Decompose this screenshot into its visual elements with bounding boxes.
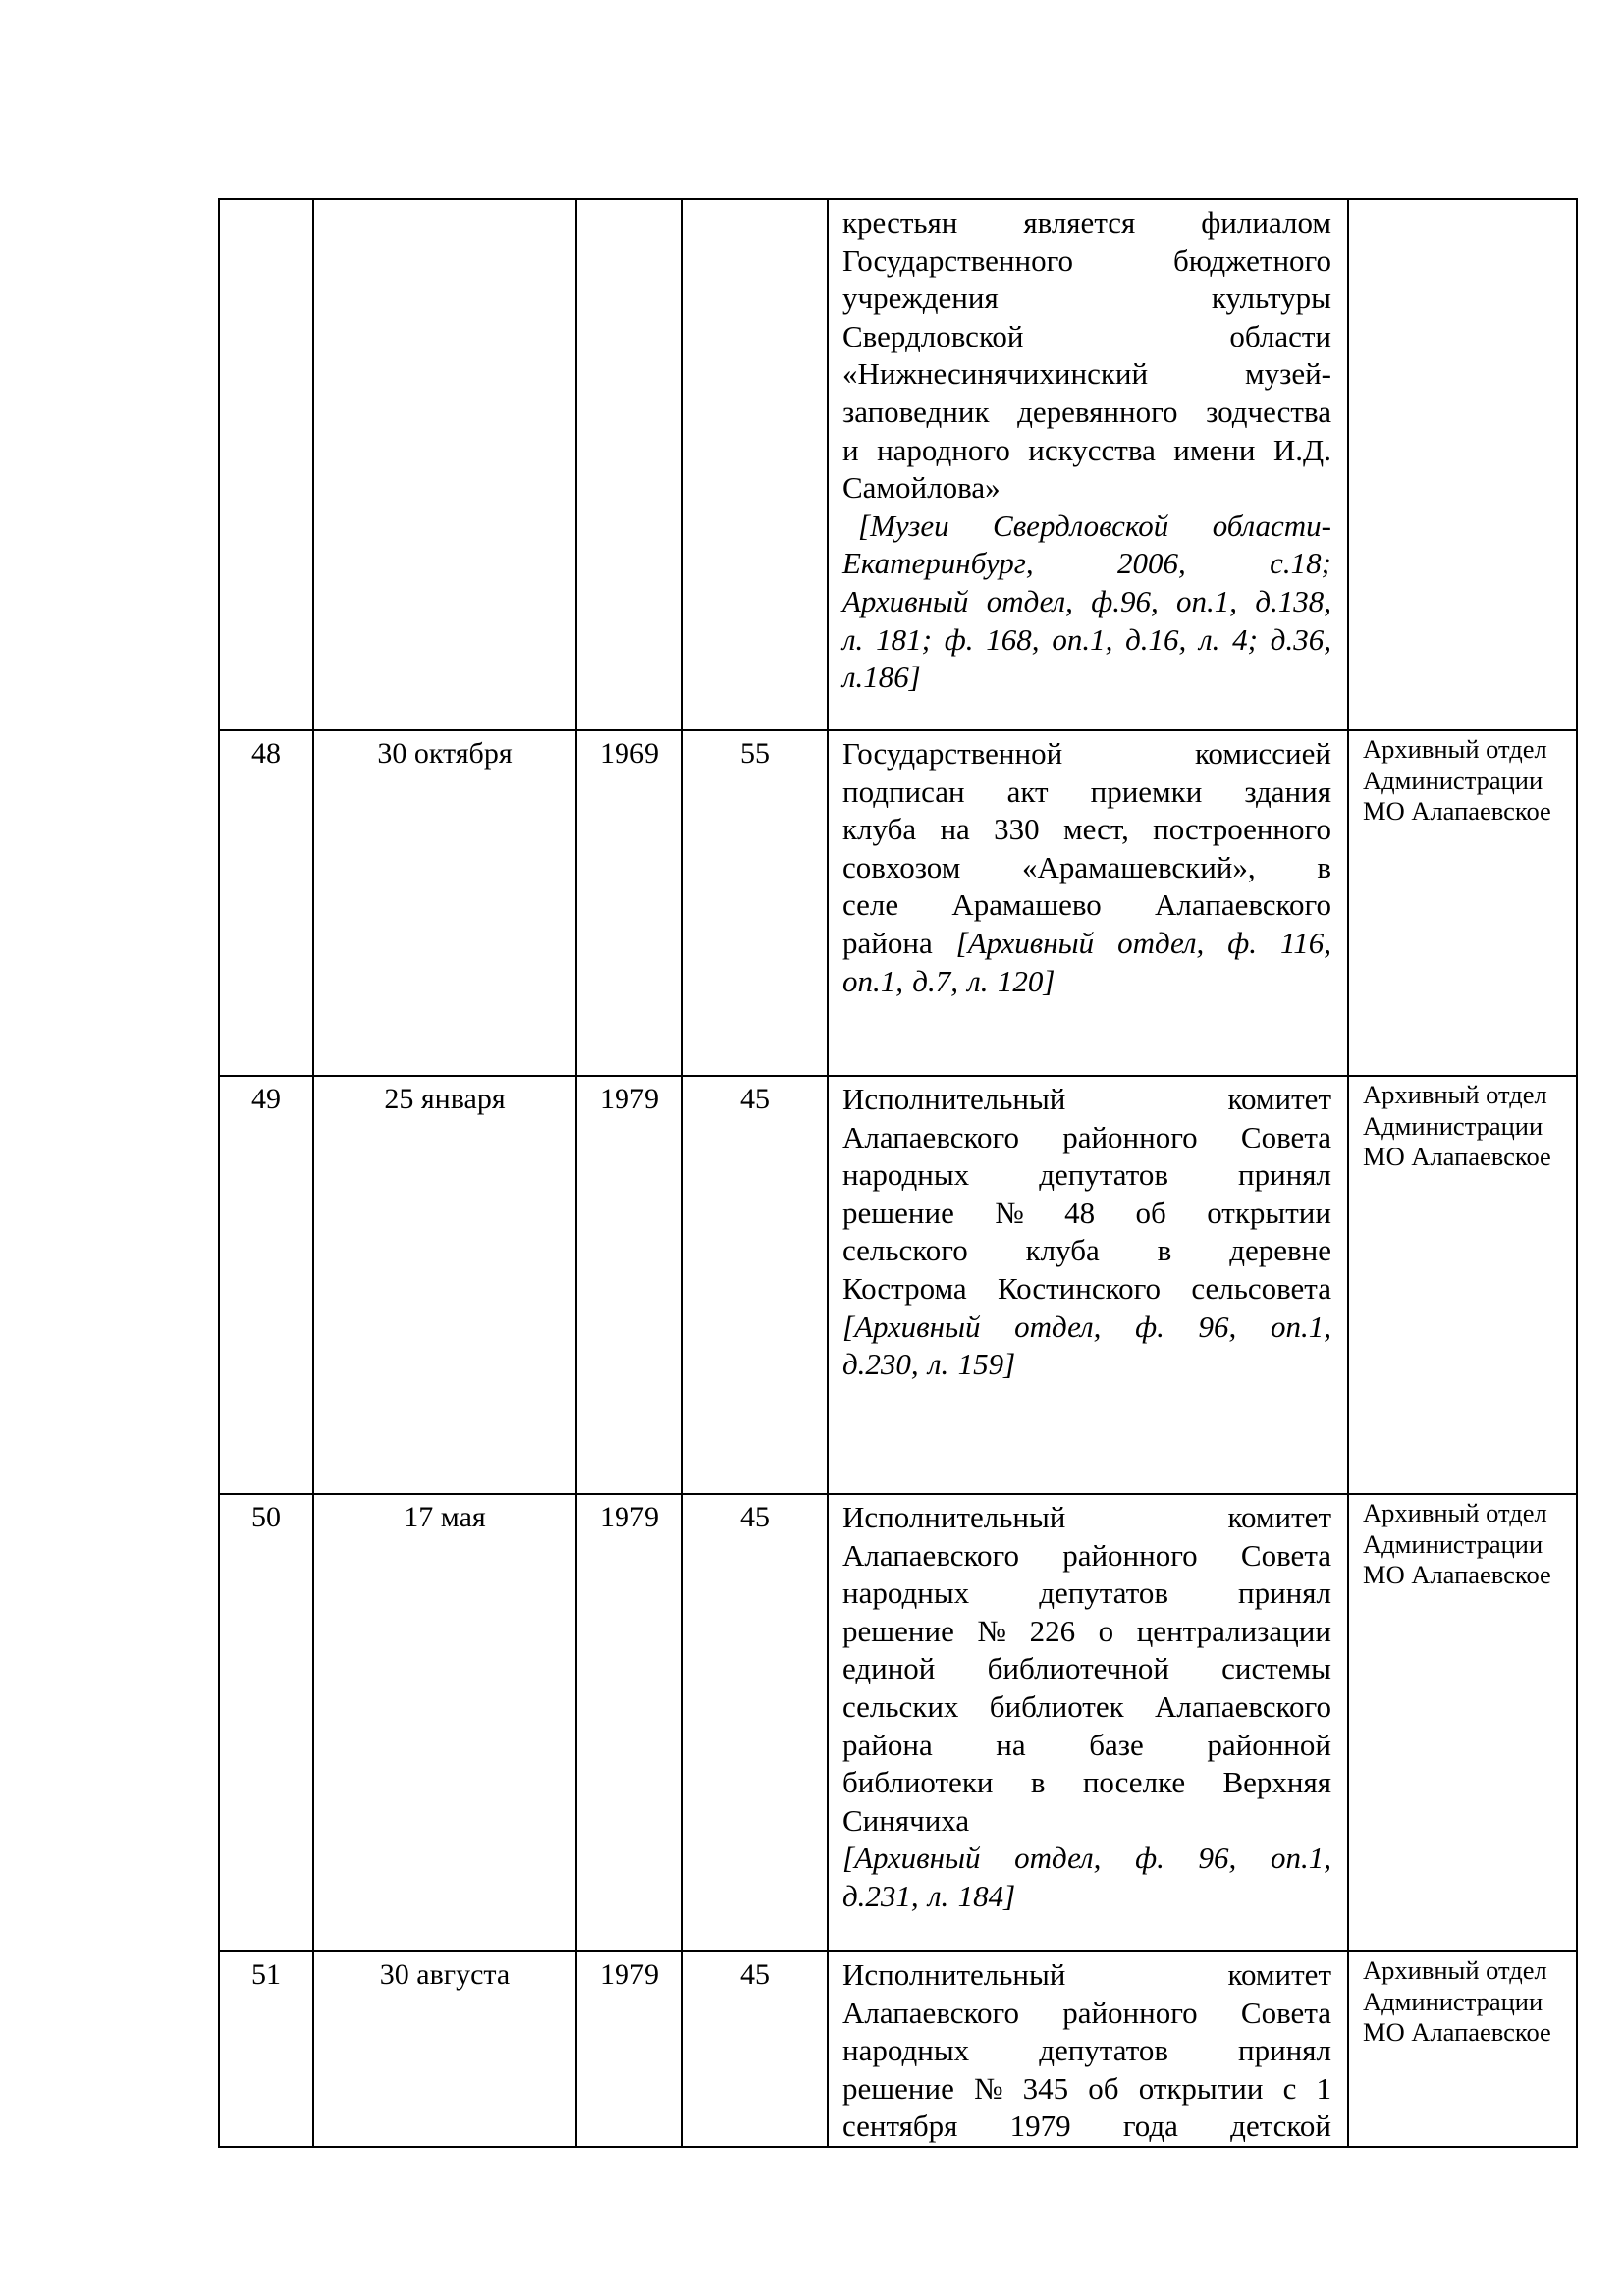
source-line: Администрации [1363,1110,1543,1141]
event-word: совхозом [842,849,961,884]
event-text-line [842,774,1331,812]
event-word: музей- [1244,356,1331,392]
entry-year: 1979 [576,1076,682,1494]
event-word: 48 [1064,1195,1096,1230]
event-text-line [842,659,1331,697]
source-line: Архивный отдел [1363,1498,1547,1527]
entry-number: 48 [219,730,313,1076]
event-word: открытии [1207,1195,1331,1230]
event-text-line [842,1688,1331,1727]
event-text-line [842,886,1331,925]
source-line: Администрации [1363,1986,1543,2016]
entry-event [828,1951,1348,2147]
chronology-table [218,198,1578,2148]
event-text-line [842,1878,1331,1916]
event-text-line [842,1346,1331,1384]
event-word: 120] [997,963,1056,998]
event-word: подписан [842,774,965,809]
event-text-line [842,1840,1331,1878]
event-word: библиотечной [987,1651,1169,1686]
event-text-line [842,1995,1331,2033]
event-word: Совета [1240,1119,1331,1154]
event-word: л. [842,621,864,657]
table-row [219,1951,1577,2147]
event-word-citation: [Архивный [955,925,1095,960]
event-word: решение [842,1195,954,1230]
event-word: 1979 [1009,2109,1071,2144]
event-text-line [842,2070,1331,2109]
event-text-line [842,318,1331,356]
source-line: Архивный отдел [1363,1080,1547,1109]
event-word: депутатов [1039,1575,1168,1611]
event-word: в [1030,1765,1046,1800]
event-word: оп.1, [1271,1841,1331,1876]
event-word: оп.1, [1271,1308,1331,1344]
event-word: районного [1062,1995,1198,2030]
event-word: ф. [1135,1308,1164,1344]
event-word: деревянного [1017,394,1178,429]
event-word: базе [1089,1727,1144,1762]
event-text-line [842,355,1331,394]
event-word: 159] [957,1347,1016,1382]
event-word: Совета [1240,1537,1331,1573]
entry-anniversary: 45 [682,1076,828,1494]
event-word: районного [1062,1119,1198,1154]
event-word: Екатеринбург, [842,546,1034,581]
event-word: Синячиха [842,1802,970,1838]
event-word: Государственного [842,242,1074,278]
event-word: Свердловской [993,507,1169,543]
event-word: Исполнительный [842,1082,1066,1116]
event-word: крестьян [842,205,958,240]
event-word: д.36, [1270,621,1331,657]
event-word: л. [1199,621,1220,657]
source-line: Архивный отдел [1363,1955,1547,1985]
event-word: д.230, [842,1347,919,1382]
event-word: централизации [1136,1613,1331,1648]
event-word: Исполнительный [842,1500,1066,1534]
event-word: [Архивный [842,1308,981,1344]
event-word: 96, [1198,1308,1237,1344]
event-word: д.231, [842,1878,919,1913]
event-text-line [842,469,1331,507]
event-text-line [842,545,1331,583]
event-word: района [842,1727,933,1762]
event-text-line [842,280,1331,318]
entry-date: 25 января [313,1076,576,1494]
event-word: № [973,2070,1003,2106]
event-word: народных [842,1575,970,1611]
table-row [219,730,1577,1076]
event-word: депутатов [1039,1157,1168,1193]
event-word: комитет [1227,1500,1331,1534]
event-word: системы [1221,1651,1331,1686]
entry-anniversary: 55 [682,730,828,1076]
event-word: района [842,925,933,960]
event-word: Костинского [997,1270,1162,1306]
event-text-line [842,2032,1331,2070]
entry-anniversary [682,199,828,730]
event-word: И.Д. [1272,432,1331,467]
event-word: зодчества [1206,394,1331,429]
event-word: открытии [1138,2070,1264,2106]
entry-event [828,1076,1348,1494]
event-word: бюджетного [1173,242,1331,278]
event-word: клуба [1025,1233,1100,1268]
source-line: Архивный отдел [1363,734,1547,764]
event-word: учреждения [842,281,999,316]
event-text-line [842,1727,1331,1765]
event-word: мест, [1062,812,1129,847]
entry-year [576,199,682,730]
entry-year: 1979 [576,1494,682,1951]
entry-number [219,199,313,730]
event-word: 168, [986,621,1040,657]
event-word: детской [1230,2109,1331,2144]
event-word: с.18; [1270,546,1331,581]
event-text-line [842,1575,1331,1613]
event-word: принял [1238,1157,1331,1193]
event-word: ф. [944,621,974,657]
event-word: «Арамашевский», [1022,849,1256,884]
event-word: библиотеки [842,1765,994,1800]
source-line: МО Алапаевское [1363,1560,1551,1589]
entry-date: 30 октября [313,730,576,1076]
entry-source [1348,199,1577,730]
event-text-line [842,925,1331,963]
entry-source [1348,730,1577,1076]
event-word: на [996,1727,1026,1762]
event-word: л. [927,1878,949,1913]
event-word: Арамашево [951,887,1102,923]
table-row [219,199,1577,730]
event-text-line [842,583,1331,621]
entry-source [1348,1951,1577,2147]
event-word: филиалом [1201,205,1331,240]
event-word: районного [1062,1537,1198,1573]
event-word: депутатов [1039,2033,1168,2068]
event-word: о [1098,1613,1114,1648]
event-word-citation: 116, [1280,925,1331,960]
event-word: акт [1006,774,1049,809]
table-body [219,199,1577,2147]
event-word: 184] [957,1878,1016,1913]
event-word: комитет [1227,1957,1331,1992]
event-word: Алапаевского [842,1119,1019,1154]
event-text-line [842,2108,1331,2146]
entry-date [313,199,576,730]
event-text-line [842,1081,1331,1119]
event-word: с [1282,2070,1297,2106]
event-word: Свердловской [842,318,1024,353]
entry-anniversary: 45 [682,1494,828,1951]
event-text-line [842,621,1331,660]
event-text-line [842,432,1331,470]
event-word: области- [1212,507,1331,543]
entry-number: 49 [219,1076,313,1494]
source-line: Администрации [1363,765,1543,795]
event-word: отдел, [1014,1308,1102,1344]
event-text-line [842,735,1331,774]
event-word: искусства [1028,432,1156,467]
event-word: ф. [1135,1841,1164,1876]
event-word: заповедник [842,394,990,429]
event-word: здания [1244,774,1331,809]
event-word: № [995,1195,1024,1230]
event-text-line [842,963,1331,1001]
event-word: поселке [1082,1765,1186,1800]
event-word: [Архивный [842,1841,981,1876]
event-word: сельсовета [1191,1270,1331,1306]
event-word: районной [1207,1727,1331,1762]
event-text-line [842,1650,1331,1688]
event-text-line [842,1119,1331,1157]
entry-number: 51 [219,1951,313,2147]
source-line: МО Алапаевское [1363,1142,1551,1171]
event-text-line [842,1270,1331,1308]
event-word: д.138, [1255,583,1331,618]
event-text-line [842,1802,1331,1841]
event-word: решение [842,2070,954,2106]
entry-source [1348,1076,1577,1494]
entry-anniversary: 45 [682,1951,828,2147]
event-word: Алапаевского [1155,1688,1331,1724]
event-text-line [842,507,1331,546]
event-word: Кострома [842,1270,967,1306]
event-word: № [977,1613,1006,1648]
entry-event [828,730,1348,1076]
event-word: комитет [1227,1082,1331,1116]
event-word: является [1023,205,1136,240]
event-word: имени [1173,432,1256,467]
event-word: Алапаевского [842,1537,1019,1573]
source-line: МО Алапаевское [1363,796,1551,826]
event-word: библиотек [989,1688,1124,1724]
event-word: построенного [1153,812,1331,847]
event-word: в [1157,1233,1172,1268]
event-text-line [842,849,1331,887]
event-text-line [842,1232,1331,1270]
event-word: приемки [1090,774,1203,809]
event-word: 330 [994,812,1040,847]
event-word: 226 [1029,1613,1076,1648]
event-word: л.186] [842,660,921,695]
event-word: в [1317,849,1331,884]
event-word: «Нижнесинячихинский [842,356,1149,392]
event-text-line [842,1764,1331,1802]
event-word: принял [1238,2033,1331,2068]
event-text-line [842,811,1331,849]
event-word: Государственной [842,736,1063,771]
entry-year: 1969 [576,730,682,1076]
event-text-line [842,242,1331,281]
entry-source [1348,1494,1577,1951]
event-word: отдел, [1014,1841,1102,1876]
event-word: Исполнительный [842,1957,1066,1992]
event-word: 1 [1316,2070,1331,2106]
event-word: 96, [1198,1841,1237,1876]
event-word: принял [1238,1575,1331,1611]
event-word-citation: отдел, [1117,925,1205,960]
event-word: отдел, [986,583,1073,618]
event-word: сентября [842,2109,958,2144]
event-word: Архивный [842,583,969,618]
event-word-citation: ф. [1227,925,1258,960]
event-word: Совета [1240,1995,1331,2030]
event-word: л. [927,1347,949,1382]
event-word: об [1088,2070,1119,2106]
event-word: оп.1, [1176,583,1238,618]
event-word: л. [967,963,989,998]
event-text-line [842,394,1331,432]
entry-number: 50 [219,1494,313,1951]
event-word: и [842,432,859,467]
event-word: 4; [1232,621,1258,657]
source-line: МО Алапаевское [1363,2017,1551,2047]
event-word: решение [842,1613,954,1648]
table-row [219,1494,1577,1951]
entry-year: 1979 [576,1951,682,2147]
event-word: Самойлова» [842,470,1001,506]
event-word: сельского [842,1233,968,1268]
event-word: об [1135,1195,1166,1230]
event-word: народных [842,1157,970,1193]
event-word: 2006, [1116,546,1186,581]
event-word: оп.1, [1052,621,1113,657]
event-text-line [842,1537,1331,1575]
event-word: Алапаевского [842,1995,1019,2030]
event-word: деревне [1229,1233,1331,1268]
event-text-line [842,1156,1331,1195]
event-word: селе [842,887,899,923]
event-word: народных [842,2033,970,2068]
event-word: единой [842,1651,936,1686]
table-row [219,1076,1577,1494]
event-word: года [1122,2109,1178,2144]
event-word: [Музеи [858,507,949,543]
event-text-line [842,204,1331,242]
event-text-line [842,1499,1331,1537]
event-word: на [940,812,970,847]
event-text-line [842,1956,1331,1995]
event-word: области [1229,318,1331,353]
event-text-line [842,1195,1331,1233]
event-word: Алапаевского [1155,887,1331,923]
event-text-line [842,1613,1331,1651]
event-word: культуры [1211,281,1331,316]
event-word: 181; [876,621,932,657]
entry-date: 17 мая [313,1494,576,1951]
event-word: народного [877,432,1010,467]
event-word: клуба [842,812,917,847]
event-word: комиссией [1194,736,1331,771]
entry-event [828,1494,1348,1951]
entry-date: 30 августа [313,1951,576,2147]
event-word: сельских [842,1688,959,1724]
event-word: 345 [1022,2070,1069,2106]
event-word: д.7, [912,963,958,998]
source-line: Администрации [1363,1528,1543,1559]
entry-event [828,199,1348,730]
event-word: оп.1, [842,963,903,998]
event-text-line [842,1308,1331,1347]
event-word: Верхняя [1222,1765,1331,1800]
event-word: ф.96, [1091,583,1159,618]
event-word: д.16, [1125,621,1187,657]
